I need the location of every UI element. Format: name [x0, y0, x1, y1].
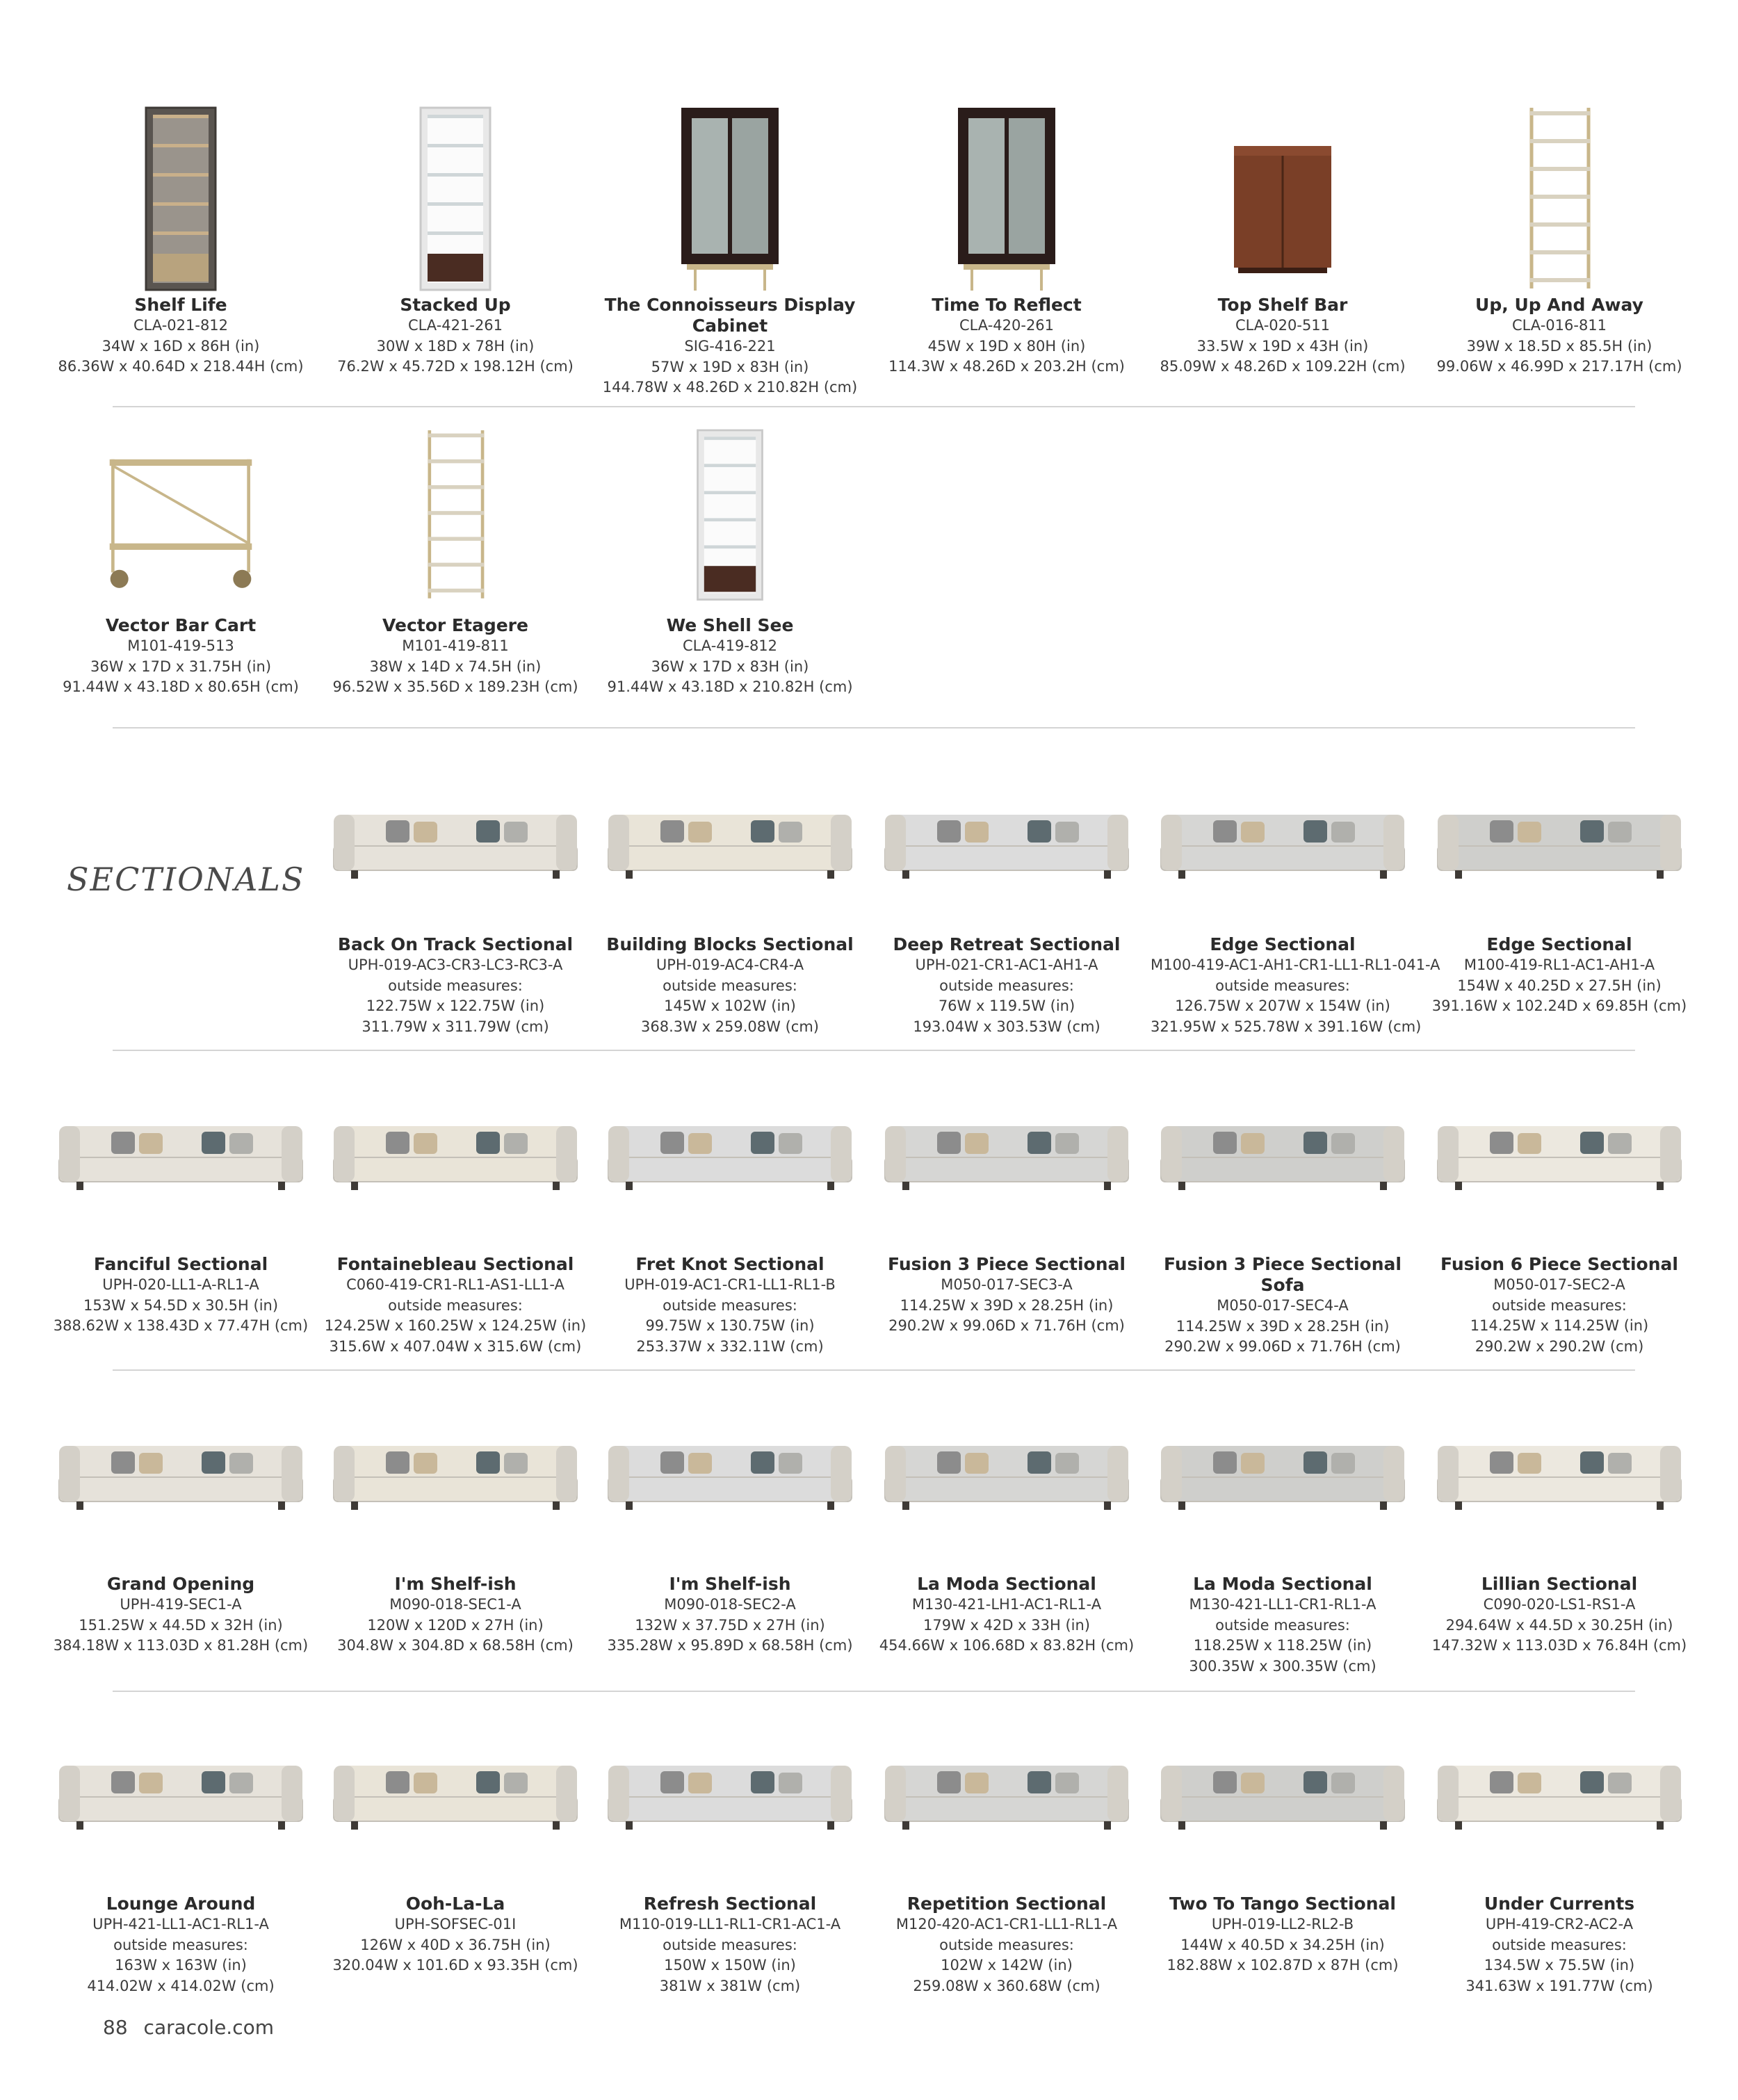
- product-name: Fontainebleau Sectional: [336, 1254, 574, 1274]
- product-spec-line: 76W x 119.5W (in): [938, 998, 1075, 1014]
- product-spec-line: CLA-020-511: [1235, 317, 1331, 334]
- product-details: [1151, 1894, 1415, 1976]
- product-spec-line: 193.04W x 303.53W (cm): [913, 1018, 1101, 1035]
- display-cabinet-icon: [598, 97, 862, 295]
- product-spec-line: 99.06W x 46.99D x 217.17H (cm): [1436, 358, 1682, 375]
- product-spec-line: 39W x 18.5D x 85.5H (in): [1466, 337, 1652, 355]
- sectional-sofa-icon: [323, 787, 587, 891]
- product-spec-line: 153W x 54.5D x 30.5H (in): [83, 1296, 279, 1314]
- product-name: We Shell See: [666, 615, 794, 635]
- etagere-icon: [1427, 97, 1691, 295]
- product-name: Edge Sectional: [1486, 934, 1632, 954]
- product-name: Fusion 6 Piece Sectional: [1440, 1254, 1678, 1274]
- product-name: La Moda Sectional: [1193, 1574, 1372, 1594]
- product-name: La Moda Sectional: [917, 1574, 1096, 1594]
- product-spec-line: UPH-419-SEC1-A: [120, 1596, 242, 1613]
- product-spec-line: 311.79W x 311.79W (cm): [362, 1018, 549, 1035]
- product-spec-line: M101-419-811: [402, 637, 509, 654]
- product-spec-line: 122.75W x 122.75W (in): [366, 998, 545, 1014]
- product-details: [1427, 1574, 1691, 1657]
- product-spec-line: 454.66W x 106.68D x 83.82H (cm): [879, 1637, 1135, 1654]
- product-details: [875, 1254, 1139, 1337]
- product-spec-line: 259.08W x 360.68W (cm): [913, 1977, 1101, 1994]
- product-name: Ooh-La-La: [405, 1894, 505, 1914]
- sectional-sofa-icon: [49, 1738, 313, 1842]
- product-spec-line: UPH-SOFSEC-01I: [394, 1916, 517, 1932]
- product-spec-line: M090-018-SEC2-A: [664, 1596, 796, 1613]
- product-spec-line: UPH-019-AC1-CR1-LL1-RL1-B: [624, 1276, 836, 1293]
- sectional-sofa-icon: [875, 1738, 1139, 1842]
- product-details: [598, 1894, 862, 1996]
- product-spec-line: SIG-416-221: [684, 338, 776, 355]
- product-spec-line: 114.25W x 39D x 28.25H (in): [1176, 1317, 1390, 1335]
- product-spec-line: 391.16W x 102.24D x 69.85H (cm): [1431, 998, 1687, 1014]
- product-name: Shelf Life: [134, 295, 227, 315]
- product-name: Top Shelf Bar: [1217, 295, 1348, 315]
- product-spec-line: 36W x 17D x 83H (in): [651, 658, 809, 675]
- product-spec-line: 91.44W x 43.18D x 210.82H (cm): [607, 678, 853, 695]
- etagere-icon: [323, 421, 587, 605]
- product-details: [323, 1574, 587, 1657]
- product-spec-line: 114.3W x 48.26D x 203.2H (cm): [888, 358, 1125, 375]
- product-name: Fusion 3 Piece Sectional: [888, 1254, 1126, 1274]
- product-spec-line: C090-020-LS1-RS1-A: [1483, 1596, 1636, 1613]
- product-spec-line: outside measures:: [1215, 977, 1350, 994]
- product-spec-line: M090-018-SEC1-A: [389, 1596, 521, 1613]
- product-spec-line: outside measures:: [939, 1936, 1074, 1953]
- product-spec-line: 132W x 37.75D x 27H (in): [635, 1616, 825, 1634]
- product-details: [323, 295, 587, 377]
- product-spec-line: 45W x 19D x 80H (in): [927, 337, 1086, 355]
- sectional-sofa-icon: [49, 1418, 313, 1522]
- sectional-sofa-icon: [49, 1098, 313, 1203]
- sectional-sofa-icon: [875, 1098, 1139, 1203]
- sectional-sofa-icon: [875, 787, 1139, 891]
- product-spec-line: M050-017-SEC4-A: [1217, 1297, 1349, 1314]
- product-spec-line: UPH-019-AC4-CR4-A: [656, 957, 804, 973]
- product-spec-line: M050-017-SEC2-A: [1493, 1276, 1625, 1293]
- product-spec-line: 102W x 142W (in): [941, 1957, 1073, 1973]
- product-spec-line: 34W x 16D x 86H (in): [101, 337, 260, 355]
- sectional-sofa-icon: [598, 1418, 862, 1522]
- product-spec-line: M100-419-AC1-AH1-CR1-LL1-RL1-041-A: [1151, 957, 1440, 973]
- product-name: Fret Knot Sectional: [635, 1254, 825, 1274]
- product-spec-line: 388.62W x 138.43D x 77.47H (cm): [53, 1317, 309, 1334]
- product-spec-line: 154W x 40.25D x 27.5H (in): [1457, 977, 1662, 994]
- product-name: Under Currents: [1484, 1894, 1635, 1914]
- sectional-sofa-icon: [1427, 1738, 1691, 1842]
- product-details: [49, 1574, 313, 1657]
- product-name: Repetition Sectional: [907, 1894, 1107, 1914]
- product-details: [1151, 934, 1440, 1037]
- product-spec-line: M100-419-RL1-AC1-AH1-A: [1463, 957, 1655, 973]
- sectional-sofa-icon: [1151, 1418, 1415, 1522]
- product-spec-line: M130-421-LH1-AC1-RL1-A: [911, 1596, 1102, 1613]
- product-name: Vector Etagere: [382, 615, 528, 635]
- product-spec-line: 86.36W x 40.64D x 218.44H (cm): [58, 358, 304, 375]
- product-name: Deep Retreat Sectional: [893, 934, 1121, 954]
- product-spec-line: C060-419-CR1-RL1-AS1-LL1-A: [346, 1276, 565, 1293]
- product-details: [1427, 1254, 1691, 1357]
- product-name: Building Blocks Sectional: [606, 934, 854, 954]
- product-spec-line: outside measures:: [1492, 1936, 1627, 1953]
- product-spec-line: 151.25W x 44.5D x 32H (in): [79, 1616, 283, 1634]
- product-spec-line: M110-019-LL1-RL1-CR1-AC1-A: [619, 1916, 841, 1932]
- product-spec-line: 147.32W x 113.03D x 76.84H (cm): [1431, 1637, 1687, 1654]
- product-name: The Connoisseurs Display Cabinet: [604, 295, 856, 336]
- product-spec-line: 300.35W x 300.35W (cm): [1189, 1657, 1376, 1675]
- product-spec-line: UPH-419-CR2-AC2-A: [1485, 1916, 1634, 1932]
- product-details: [1427, 295, 1691, 377]
- sectional-sofa-icon: [1427, 1418, 1691, 1522]
- product-spec-line: UPH-421-LL1-AC1-RL1-A: [92, 1916, 269, 1932]
- product-spec-line: 384.18W x 113.03D x 81.28H (cm): [53, 1637, 309, 1654]
- product-spec-line: 36W x 17D x 31.75H (in): [90, 658, 272, 675]
- product-spec-line: UPH-021-CR1-AC1-AH1-A: [915, 957, 1098, 973]
- product-name: Back On Track Sectional: [337, 934, 574, 954]
- product-spec-line: UPH-019-AC3-CR3-LC3-RC3-A: [348, 957, 563, 973]
- product-spec-line: 290.2W x 99.06D x 71.76H (cm): [1164, 1338, 1401, 1355]
- product-spec-line: CLA-421-261: [407, 317, 503, 334]
- product-spec-line: 91.44W x 43.18D x 80.65H (cm): [63, 678, 299, 695]
- section-title: SECTIONALS: [67, 861, 305, 898]
- product-spec-line: UPH-020-LL1-A-RL1-A: [102, 1276, 259, 1293]
- row-divider: [113, 1369, 1635, 1371]
- product-name: Fusion 3 Piece Sectional Sofa: [1164, 1254, 1402, 1295]
- product-details: [875, 295, 1139, 377]
- product-spec-line: CLA-419-812: [682, 637, 778, 654]
- product-spec-line: 179W x 42D x 33H (in): [923, 1616, 1090, 1634]
- product-spec-line: outside measures:: [388, 977, 523, 994]
- product-spec-line: outside measures:: [1492, 1296, 1627, 1314]
- product-spec-line: 120W x 120D x 27H (in): [367, 1616, 544, 1634]
- product-spec-line: M101-419-513: [127, 637, 234, 654]
- product-spec-line: outside measures:: [663, 1296, 797, 1314]
- product-name: Stacked Up: [400, 295, 511, 315]
- product-details: [598, 1254, 862, 1357]
- product-details: [1427, 1894, 1691, 1996]
- product-details: [875, 1574, 1139, 1657]
- sectional-sofa-icon: [1151, 1738, 1415, 1842]
- product-spec-line: UPH-019-LL2-RL2-B: [1211, 1916, 1354, 1932]
- product-details: [323, 615, 587, 698]
- product-spec-line: 321.95W x 525.78W x 391.16W (cm): [1151, 1018, 1422, 1035]
- product-details: [598, 615, 862, 698]
- sectional-sofa-icon: [323, 1418, 587, 1522]
- product-spec-line: 57W x 19D x 83H (in): [651, 358, 809, 375]
- product-spec-line: 85.09W x 48.26D x 109.22H (cm): [1160, 358, 1406, 375]
- product-spec-line: CLA-021-812: [133, 317, 229, 334]
- row-divider: [113, 727, 1635, 729]
- product-name: Two To Tango Sectional: [1169, 1894, 1396, 1914]
- product-name: Grand Opening: [106, 1574, 255, 1594]
- product-details: [49, 615, 313, 698]
- product-spec-line: 126.75W x 207W x 154W (in): [1175, 998, 1390, 1014]
- product-details: [875, 934, 1139, 1037]
- product-spec-line: 33.5W x 19D x 43H (in): [1196, 337, 1369, 355]
- product-spec-line: 341.63W x 191.77W (cm): [1465, 1977, 1653, 1994]
- sectional-sofa-icon: [323, 1738, 587, 1842]
- bookcase-icon: [598, 421, 862, 605]
- product-name: Time To Reflect: [932, 295, 1082, 315]
- product-spec-line: 124.25W x 160.25W x 124.25W (in): [324, 1317, 587, 1334]
- product-spec-line: 253.37W x 332.11W (cm): [636, 1337, 824, 1355]
- page-footer: [103, 2016, 274, 2039]
- sectional-sofa-icon: [1151, 787, 1415, 891]
- product-spec-line: CLA-016-811: [1511, 317, 1607, 334]
- product-spec-line: M130-421-LL1-CR1-RL1-A: [1189, 1596, 1376, 1613]
- sectional-sofa-icon: [323, 1098, 587, 1203]
- product-details: [323, 934, 587, 1037]
- product-spec-line: outside measures:: [113, 1936, 248, 1953]
- product-spec-line: outside measures:: [1215, 1616, 1350, 1634]
- product-name: Vector Bar Cart: [105, 615, 257, 635]
- product-spec-line: 335.28W x 95.89D x 68.58H (cm): [607, 1637, 853, 1654]
- product-name: I'm Shelf-ish: [394, 1574, 517, 1594]
- product-spec-line: 38W x 14D x 74.5H (in): [369, 658, 542, 675]
- product-spec-line: 381W x 381W (cm): [659, 1977, 801, 1994]
- row-divider: [113, 406, 1635, 407]
- product-spec-line: 114.25W x 39D x 28.25H (in): [900, 1296, 1114, 1314]
- product-spec-line: 368.3W x 259.08W (cm): [641, 1018, 819, 1035]
- product-spec-line: 290.2W x 290.2W (cm): [1475, 1337, 1644, 1355]
- bar-cabinet-icon: [1151, 97, 1415, 295]
- product-spec-line: 96.52W x 35.56D x 189.23H (cm): [332, 678, 578, 695]
- product-spec-line: 304.8W x 304.8D x 68.58H (cm): [337, 1637, 574, 1654]
- product-spec-line: 414.02W x 414.02W (cm): [87, 1977, 275, 1994]
- product-name: Fanciful Sectional: [93, 1254, 268, 1274]
- product-spec-line: 126W x 40D x 36.75H (in): [360, 1936, 551, 1953]
- product-spec-line: 118.25W x 118.25W (in): [1193, 1637, 1372, 1654]
- product-spec-line: CLA-420-261: [959, 317, 1055, 334]
- sectional-sofa-icon: [875, 1418, 1139, 1522]
- product-spec-line: M120-420-AC1-CR1-LL1-RL1-A: [895, 1916, 1118, 1932]
- website-link[interactable]: caracole.com: [143, 2016, 275, 2039]
- display-cabinet-icon: [875, 97, 1139, 295]
- product-spec-line: 163W x 163W (in): [115, 1957, 247, 1973]
- sectional-sofa-icon: [598, 1738, 862, 1842]
- bookcase-icon: [49, 97, 313, 295]
- product-spec-line: outside measures:: [388, 1296, 523, 1314]
- page-number: 88: [103, 2016, 128, 2039]
- product-spec-line: M050-017-SEC3-A: [941, 1276, 1073, 1293]
- product-name: I'm Shelf-ish: [669, 1574, 791, 1594]
- product-spec-line: outside measures:: [663, 1936, 797, 1953]
- sectional-sofa-icon: [598, 787, 862, 891]
- product-spec-line: 134.5W x 75.5W (in): [1484, 1957, 1635, 1973]
- product-details: [1427, 934, 1691, 1017]
- product-name: Lounge Around: [106, 1894, 256, 1914]
- product-spec-line: 30W x 18D x 78H (in): [376, 337, 535, 355]
- product-spec-line: 76.2W x 45.72D x 198.12H (cm): [337, 358, 574, 375]
- row-divider: [113, 1050, 1635, 1051]
- product-name: Refresh Sectional: [643, 1894, 817, 1914]
- sectional-sofa-icon: [1151, 1098, 1415, 1203]
- product-details: [49, 1894, 313, 1996]
- bookcase-icon: [323, 97, 587, 295]
- product-name: Edge Sectional: [1210, 934, 1356, 954]
- sectional-sofa-icon: [598, 1098, 862, 1203]
- sectional-sofa-icon: [1427, 1098, 1691, 1203]
- product-details: [323, 1254, 587, 1357]
- product-spec-line: 294.64W x 44.5D x 30.25H (in): [1445, 1616, 1673, 1634]
- product-details: [598, 934, 862, 1037]
- product-details: [1151, 295, 1415, 377]
- row-divider: [113, 1691, 1635, 1692]
- product-details: [49, 1254, 313, 1337]
- product-details: [1151, 1574, 1415, 1677]
- product-spec-line: 144W x 40.5D x 34.25H (in): [1180, 1936, 1385, 1953]
- product-spec-line: outside measures:: [939, 977, 1074, 994]
- product-details: [875, 1894, 1139, 1996]
- sectional-sofa-icon: [1427, 787, 1691, 891]
- product-spec-line: 315.6W x 407.04W x 315.6W (cm): [329, 1337, 582, 1355]
- product-name: Up, Up And Away: [1475, 295, 1643, 315]
- product-spec-line: 150W x 150W (in): [664, 1957, 796, 1973]
- product-spec-line: 145W x 102W (in): [664, 998, 796, 1014]
- product-details: [49, 295, 313, 377]
- product-details: [598, 1574, 862, 1657]
- product-details: [598, 295, 862, 398]
- product-details: [1151, 1254, 1415, 1358]
- product-spec-line: 290.2W x 99.06D x 71.76H (cm): [888, 1317, 1125, 1334]
- product-spec-line: 99.75W x 130.75W (in): [645, 1317, 815, 1334]
- bar-cart-icon: [49, 421, 313, 605]
- product-spec-line: 320.04W x 101.6D x 93.35H (cm): [332, 1957, 578, 1973]
- product-spec-line: outside measures:: [663, 977, 797, 994]
- product-spec-line: 114.25W x 114.25W (in): [1470, 1317, 1649, 1334]
- product-spec-line: 182.88W x 102.87D x 87H (cm): [1167, 1957, 1399, 1973]
- product-spec-line: 144.78W x 48.26D x 210.82H (cm): [602, 379, 858, 396]
- product-details: [323, 1894, 587, 1976]
- product-name: Lillian Sectional: [1481, 1574, 1638, 1594]
